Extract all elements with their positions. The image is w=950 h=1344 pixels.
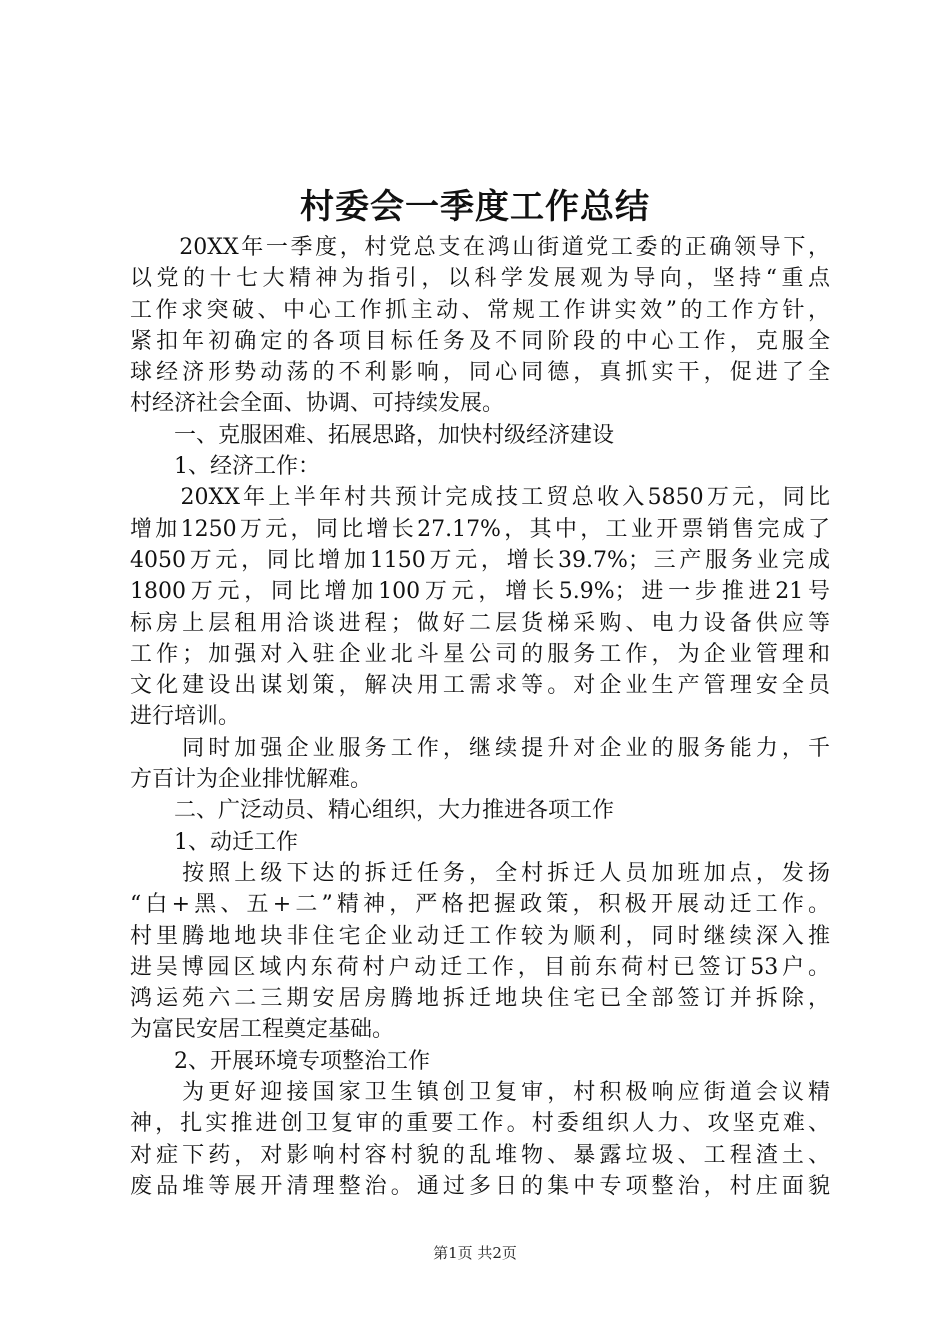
body-line: 工作；加强对入驻企业北斗星公司的服务工作，为企业管理和 <box>130 641 830 667</box>
body-line: 1、经济工作： <box>130 454 320 480</box>
body-line: 1、动迁工作 <box>130 829 298 855</box>
document-title: 村委会一季度工作总结 <box>300 187 650 227</box>
body-line: 同时加强企业服务工作，继续提升对企业的服务能力，千 <box>130 735 830 761</box>
body-line: 1800万元，同比增加100万元，增长5.9%；进一步推进21号 <box>130 579 830 605</box>
body-line: “白+黑、五+二”精神，严格把握政策，积极开展动迁工作。 <box>130 892 830 918</box>
body-line: 增加1250万元，同比增长27.17%，其中，工业开票销售完成了 <box>130 516 830 542</box>
body-line: 进行培训。 <box>130 704 241 730</box>
body-line: 以党的十七大精神为指引，以科学发展观为导向，坚持“重点 <box>130 266 830 292</box>
body-line: 4050万元，同比增加1150万元，增长39.7%；三产服务业完成 <box>130 547 830 573</box>
body-line: 文化建设出谋划策，解决用工需求等。对企业生产管理安全员 <box>130 673 830 699</box>
body-line: 为更好迎接国家卫生镇创卫复审，村积极响应街道会议精 <box>130 1080 830 1106</box>
body-line: 为富民安居工程奠定基础。 <box>130 1017 395 1043</box>
body-line: 一、克服困难、拓展思路，加快村级经济建设 <box>130 422 615 448</box>
body-line: 工作求突破、中心工作抓主动、常规工作讲实效”的工作方针， <box>130 297 830 323</box>
body-line: 2、开展环境专项整治工作 <box>130 1048 430 1074</box>
body-line: 球经济形势动荡的不利影响，同心同德，真抓实干，促进了全 <box>130 360 830 386</box>
body-line: 20XX年上半年村共预计完成技工贸总收入5850万元，同比 <box>130 485 830 511</box>
body-line: 方百计为企业排忧解难。 <box>130 767 373 793</box>
body-line: 二、广泛动员、精心组织，大力推进各项工作 <box>130 798 615 824</box>
body-line: 进吴博园区域内东荷村户动迁工作，目前东荷村已签订53户。 <box>130 954 830 980</box>
body-line: 村里腾地地块非住宅企业动迁工作较为顺利，同时继续深入推 <box>130 923 830 949</box>
body-line: 标房上层租用洽谈进程；做好二层货梯采购、电力设备供应等 <box>130 610 830 636</box>
body-line: 紧扣年初确定的各项目标任务及不同阶段的中心工作，克服全 <box>130 328 830 354</box>
document-body <box>130 232 830 1202</box>
body-line: 神，扎实推进创卫复审的重要工作。村委组织人力、攻坚克难、 <box>130 1111 830 1137</box>
body-line: 20XX年一季度，村党总支在鸿山街道党工委的正确领导下， <box>130 235 830 260</box>
body-line: 按照上级下达的拆迁任务，全村拆迁人员加班加点，发扬 <box>130 860 830 886</box>
body-line: 废品堆等展开清理整治。通过多日的集中专项整治，村庄面貌 <box>130 1173 830 1199</box>
body-line: 鸿运苑六二三期安居房腾地拆迁地块住宅已全部签订并拆除， <box>130 986 830 1012</box>
body-line: 对症下药，对影响村容村貌的乱堆物、暴露垃圾、工程渣土、 <box>130 1142 830 1168</box>
page-footer: 第1页 共2页 <box>433 1244 517 1262</box>
body-line: 村经济社会全面、协调、可持续发展。 <box>130 391 505 417</box>
